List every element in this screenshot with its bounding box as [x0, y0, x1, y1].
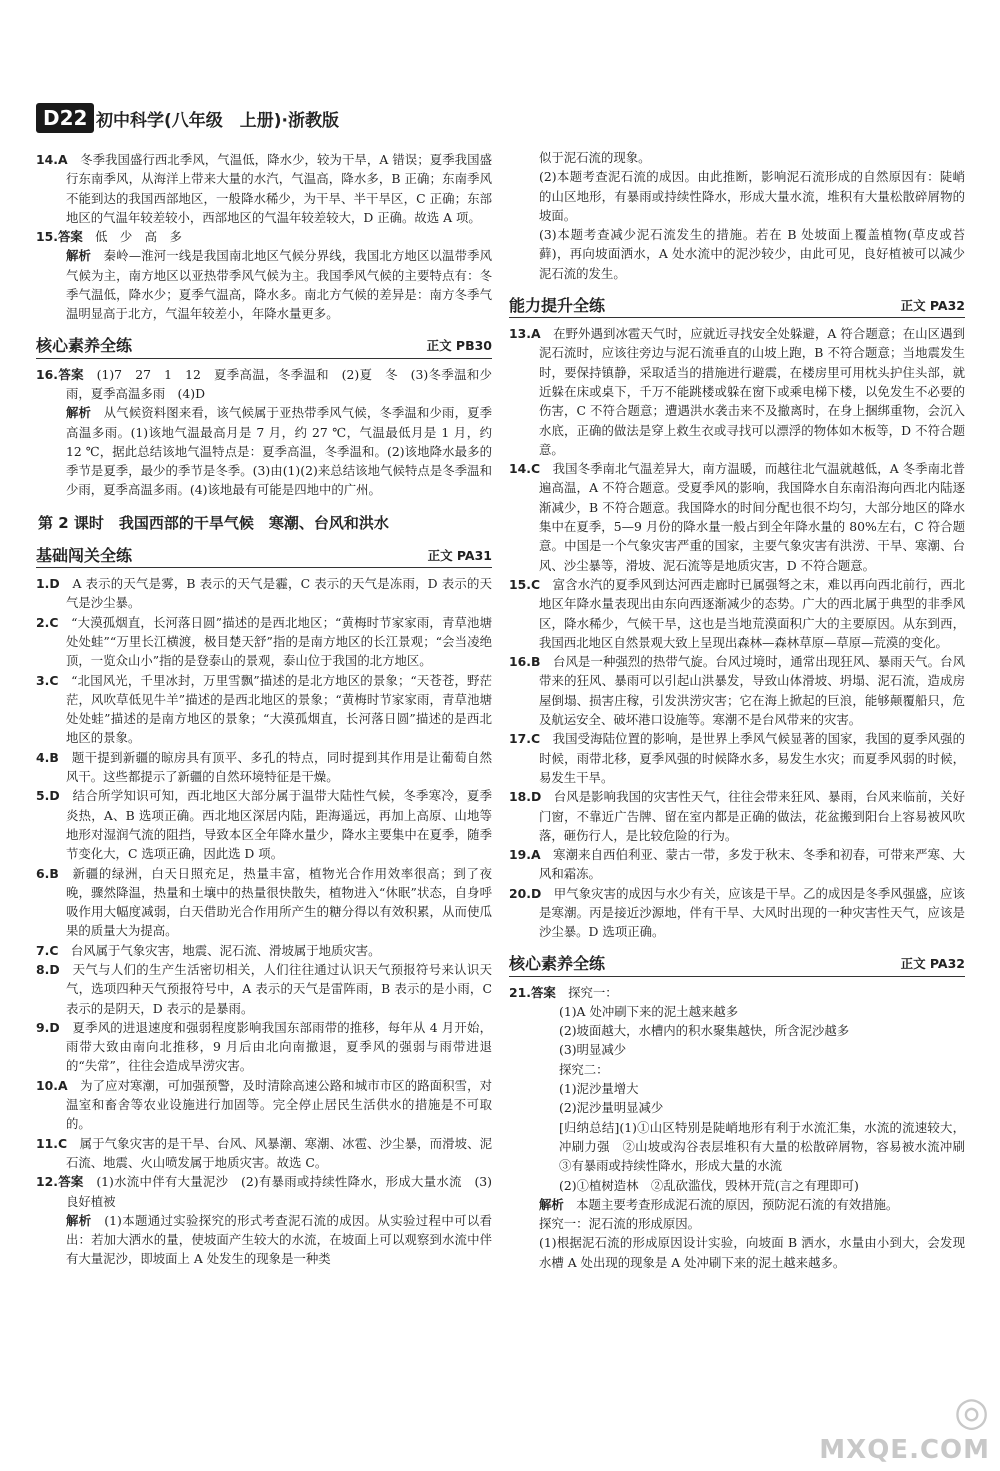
explanation-12-cont-b: (2)本题考查泥石流的成因。由此推断，影响泥石流形成的自然原因有：陡峭的山区地形，有暴雨或持续性降水，形成大量水流，堆积有大量松散碎屑物的坡面。: [539, 169, 965, 223]
explanation-21: 解析 本题主要考查形成泥石流的原因，预防泥石流的有效措施。: [539, 1196, 899, 1212]
explanation-15: 解析 秦岭—淮河一线是我国南北地区气候分界线，我国北方地区以温带季风气候为主，南方地区以亚热带季风气候为主。我国季风气候的主要特点有：冬季气温低，降水少；夏季气温高，降水多。南北方气候的差异是：南方冬季气温明显高于北方，气温年较差小，年降水量更多。: [66, 248, 493, 322]
section-band-core-2: 核心素养全练 正文 PA32: [509, 950, 965, 977]
answer-number: 13.A: [509, 326, 541, 342]
answer-number: 9.D: [36, 1019, 60, 1035]
answer-21-line: (1)A 处冲刷下来的泥土越来越多: [559, 1003, 739, 1019]
answer-text: 我国冬季南北气温差异大，南方温暖，而越往北气温就越低，A 冬季南北普遍高温，A 不符合题意。受夏季风的影响，我国降水自东南沿海向西北内陆逐渐减少，B 不符合题意。我国降水的时间分配也很不均匀，大部分地区的降水集中在夏季，5—9 月份的降水量一般占到全年降水量的 80%左右，C 符合题意。中国是一个气象灾害严重的国家，主要气象灾害有洪涝、干旱、寒潮、台风、沙尘暴等，滑坡、泥石流等是地质灾害，D 不符合题意。: [539, 461, 965, 573]
explanation-12-cont-a: 似于泥石流的现象。: [539, 150, 651, 165]
answer-item: [36, 864, 492, 941]
page-header: [36, 100, 966, 140]
answer-text: 新疆的绿洲，白天日照充足，热量丰富，植物光合作用效率很高；到了夜晚，骤然降温，热量和土壤中的热量很快散失，植物进入“休眠”状态，自身呼吸作用大幅度减弱，白天借助光合作用所产生的糖分得以有效积累，从而使瓜果的质量大为提高。: [66, 865, 493, 939]
answer-item: [36, 227, 492, 246]
answer-text: 为了应对寒潮，可加强预警，及时清除高速公路和城市市区的路面积雪，对温室和畜舍等农业设施进行加固等。完全停止居民生活供水的措施是不可取的。: [66, 1077, 493, 1132]
answer-item: [509, 652, 965, 729]
answer-21: 21.答案 探究一：: [509, 984, 618, 1000]
answer-number: 15.答案: [36, 229, 83, 245]
answer-item: [36, 786, 492, 863]
answer-text: 夏季风的进退速度和强弱程度影响我国东部雨带的推移，每年从 4 月开始，雨带大致由南向北推移，9 月后由北向南撤退，夏季风的强弱与雨带进退的“失常”，往往会造成旱涝灾害。: [66, 1019, 493, 1074]
answer-number: 1.D: [36, 576, 60, 592]
explanation-21-b: 探究一：泥石流的形成原因。: [539, 1216, 701, 1232]
answer-number: 14.A: [36, 152, 68, 167]
answer-item: [509, 884, 965, 942]
answer-text: 甲气象灾害的成因与水少有关，应该是干旱。乙的成因是冬季风强盛，应该是寒潮。丙是接近沙源地，伴有干旱、大风时出现的一种灾害性天气，应该是沙尘暴。D 选项正确。: [539, 885, 966, 940]
section-band-basic: 基础闯关全练 正文 PA31: [36, 541, 492, 568]
explanation-16: 解析 从气候资料图来看，该气候属于亚热带季风气候，冬季温和少雨，夏季高温多雨。(1)该地气温最高月是 7 月，约 27 ℃，气温最低月是 1 月，约 12 ℃，据此总结该地气温特点是：夏季高温，冬季温和。(2)该地降水最多的季节是夏季，最少的季节是冬季。(3)由(1)(2)来总结该地气候特点是冬季温和少雨，夏季高温多雨。(4)该地最有可能是四地中的广州。: [66, 405, 493, 498]
answer-item: [509, 787, 965, 845]
answer-item: [509, 845, 965, 884]
answer-text: 台风是一种强烈的热带气旋。台风过境时，通常出现狂风、暴雨天气。台风带来的狂风、暴雨可以引起山洪暴发，导致山体滑坡、坍塌、泥石流，造成房屋倒塌、损害庄稼，引发洪涝灾害；它在海上掀起的巨浪，能够颠覆船只，危及航运安全、破坏港口设施等。寒潮不是台风带来的灾害。: [539, 654, 966, 728]
answer-item: [36, 941, 492, 960]
answer-text: 属于气象灾害的是干旱、台风、风暴潮、寒潮、冰雹、沙尘暴，而滑坡、泥石流、地震、火山喷发属于地质灾害。故选 C。: [66, 1135, 493, 1170]
answer-number: 12.答案: [36, 1174, 84, 1190]
answer-number: 7.C: [36, 942, 59, 958]
answer-text: 台风是影响我国的灾害性天气，往往会带来狂风、暴雨，台风来临前，关好门窗，不靠近广告牌、留在室内都是正确的做法，花盆搬到阳台上容易被风吹落，砸伤行人，是比较危险的行为。: [539, 789, 966, 843]
answer-number: 6.B: [36, 865, 59, 881]
answer-number: 11.C: [36, 1135, 68, 1151]
answer-item: [36, 613, 492, 671]
answer-item: [36, 1134, 492, 1173]
answer-item: [36, 960, 492, 1018]
left-column: [36, 150, 492, 1269]
answer-item: [36, 1172, 492, 1211]
answer-text: 题干提到新疆的晾房具有顶平、多孔的特点，同时提到其作用是让葡萄自然风干。这些都提示了新疆的自然环境特征是干燥。: [66, 749, 493, 785]
answer-number: 20.D: [509, 885, 542, 901]
answer-text: 我国受海陆位置的影响，是世界上季风气候显著的国家，我国的夏季风强的时候，雨带北移，夏季风强的时候降水多，易发生水灾；而夏季风弱的时候，易发生干旱。: [539, 731, 966, 785]
answer-text: 结合所学知识可知，西北地区大部分属于温带大陆性气候，冬季寒冷，夏季炎热，A、B 选项正确。西北地区深居内陆，距海遥远，再加上高原、山地等地形对湿润气流的阻挡，导致本区全年降水量少，降水主要集中在夏季，随季节变化大，C 选项正确，因此选 D 项。: [66, 788, 493, 862]
answer-item: [36, 1076, 492, 1134]
answer-number: 4.B: [36, 749, 59, 765]
answer-number: 3.C: [36, 672, 59, 688]
answer-item: [36, 671, 492, 748]
explanation-12-cont-c: (3)本题考查减少泥石流发生的措施。若在 B 处坡面上覆盖植物(草皮或苔藓)，再向坡面洒水，A 处水流中的泥沙较少，由此可见，良好植被可以减少泥石流的发生。: [539, 227, 965, 281]
answer-item: [36, 748, 492, 787]
answer-number: 18.D: [509, 789, 542, 805]
lesson-title: 第 2 课时 我国西部的干旱气候 寒潮、台风和洪水: [38, 513, 389, 532]
answer-text: A 表示的天气是雾，B 表示的天气是霾，C 表示的天气是冻雨，D 表示的天气是沙尘暴。: [66, 576, 492, 611]
answer-21-line: 探究二：: [559, 1061, 609, 1077]
answer-text: “大漠孤烟直，长河落日圆”描述的是西北地区；“黄梅时节家家雨，青草池塘处处蛙”“万里长江横渡，极目楚天舒”指的是南方地区的长江景观；“会当凌绝顶，一览众山小”指的是登泰山的景观，泰山位于我国的北方地区。: [66, 614, 492, 669]
answer-21-line: (1)泥沙量增大: [559, 1081, 639, 1097]
watermark-logo-icon: ◎: [954, 1389, 990, 1435]
answer-21-line: (3)明显减少: [559, 1042, 627, 1058]
answer-text: 天气与人们的生产生活密切相关，人们往往通过认识天气预报符号来认识天气，选项四种天气预报符号中，A 表示的天气是雷阵雨，B 表示的是小雨，C 表示的是阴天，D 表示的是暴雨。: [66, 961, 493, 1016]
answer-text: 富含水汽的夏季风到达河西走廊时已属强弩之末，难以再向西北前行，西北地区年降水量表现出由东向西逐渐减少的态势。广大的西北属于典型的非季风区，降水稀少，气候干旱，这也是当地荒漠面积广大的主要原因。从东到西，我国西北地区自然景观大致上呈现出森林—森林草原—草原—荒漠的变化。: [539, 576, 966, 650]
answer-text: 低 少 高 多: [95, 229, 182, 245]
answer-number: 5.D: [36, 788, 60, 804]
answer-item: [509, 575, 965, 652]
page-number: D22: [36, 103, 94, 133]
answer-text: 台风属于气象灾害，地震、泥石流、滑坡属于地质灾害。: [70, 942, 381, 958]
answer-number: 2.C: [36, 614, 59, 630]
answer-text: 寒潮来自西伯利亚、蒙古一带，多发于秋末、冬季和初春，可带来严寒、大风和霜冻。: [539, 847, 966, 882]
answer-text: 冬季我国盛行西北季风，气温低，降水少，较为干旱，A 错误；夏季我国盛行东南季风，从海洋上带来大量的水汽，气温高，降水多，B 正确；东南季风不能到达的我国西部地区，一般降水稀少，为干旱、半干旱区，C 正确；东部地区的气温年较差较小，西部地区的气温年较差较大，D 正确。故选 A 项。: [66, 152, 493, 225]
answer-number: 8.D: [36, 961, 60, 977]
answer-item: [509, 324, 965, 459]
answer-21-line: (2)①植树造林 ②乱砍滥伐，毁林开荒(言之有理即可): [559, 1177, 859, 1193]
explanation-21-c: (1)根据泥石流的形成原因设计实验，向坡面 B 洒水，水量由小到大，会发现水槽 A 处出现的现象是 A 处冲刷下来的泥土越来越多。: [539, 1235, 965, 1270]
answer-16: 16.答案 (1)7 27 1 12 夏季高温，冬季温和 (2)夏 冬 (3)冬季温和少雨，夏季高温多雨 (4)D: [36, 366, 492, 401]
answer-number: 16.B: [509, 654, 541, 670]
answer-text: “北国风光，千里冰封，万里雪飘”描述的是北方地区的景象；“天苍苍，野茫茫，风吹草低见牛羊”描述的是西北地区的景象；“黄梅时节家家雨，青草池塘处处蛙”描述的是南方地区的景象；“大漠孤烟直，长河落日圆”描述的是西北地区的景象。: [66, 672, 492, 746]
answer-number: 14.C: [509, 461, 541, 477]
answer-item: [36, 150, 492, 227]
answer-item: [36, 1018, 492, 1076]
answer-21-line: (2)泥沙量明显减少: [559, 1100, 664, 1116]
watermark: ◎ MXQE.COM: [819, 1389, 990, 1465]
answer-item: [509, 459, 965, 575]
section-band-core-1: 核心素养全练 正文 PB30: [36, 332, 492, 359]
explanation-12: 解析 (1)本题通过实验探究的形式考查泥石流的成因。从实验过程中可以看出：若加大洒水的量，使坡面产生较大的水流，在坡面上可以观察到水流中伴有大量泥沙，即坡面上 A 处发生的现象是一种类: [66, 1212, 492, 1267]
right-column: [509, 148, 978, 1272]
answer-21-line: (2)坡面越大，水槽内的积水聚集越快，所含泥沙越多: [559, 1023, 850, 1039]
answer-item: [36, 574, 492, 613]
answer-number: 10.A: [36, 1077, 68, 1093]
answer-21-line: [归纳总结](1)①山区特别是陡峭地形有利于水流汇集，水流的流速较大，冲刷力强 ②山坡或沟谷表层堆积有大量的松散碎屑物，容易被水流冲刷 ③有暴雨或持续性降水，形成大量的水流: [559, 1119, 978, 1174]
answer-number: 19.A: [509, 847, 541, 863]
section-band-ability: 能力提升全练 正文 PA32: [509, 291, 965, 318]
answer-text: (1)水流中伴有大量泥沙 (2)有暴雨或持续性降水，形成大量水流 (3)良好植被: [66, 1174, 493, 1209]
answer-number: 17.C: [509, 731, 541, 747]
answer-item: [509, 729, 965, 787]
book-title: 初中科学(八年级 上册)·浙教版: [96, 111, 339, 131]
answer-text: 在野外遇到冰雹天气时，应就近寻找安全处躲避，A 符合题意；在山区遇到泥石流时，应该往旁边与泥石流垂直的山坡上跑，B 不符合题意；当地震发生时，要保持镇静，采取适当的措施进行避震，在楼房里可用枕头护住头部，就近躲在床或桌下，千万不能跳楼或躲在窗下或乘电梯下楼，以免发生不必要的伤害，C 不符合题意；遭遇洪水袭击来不及撤离时，在身上捆绑重物，会沉入水底，正确的做法是穿上救生衣或寻找可以漂浮的物体如木板等，D 不符合题意。: [539, 326, 966, 457]
answer-number: 15.C: [509, 576, 541, 592]
